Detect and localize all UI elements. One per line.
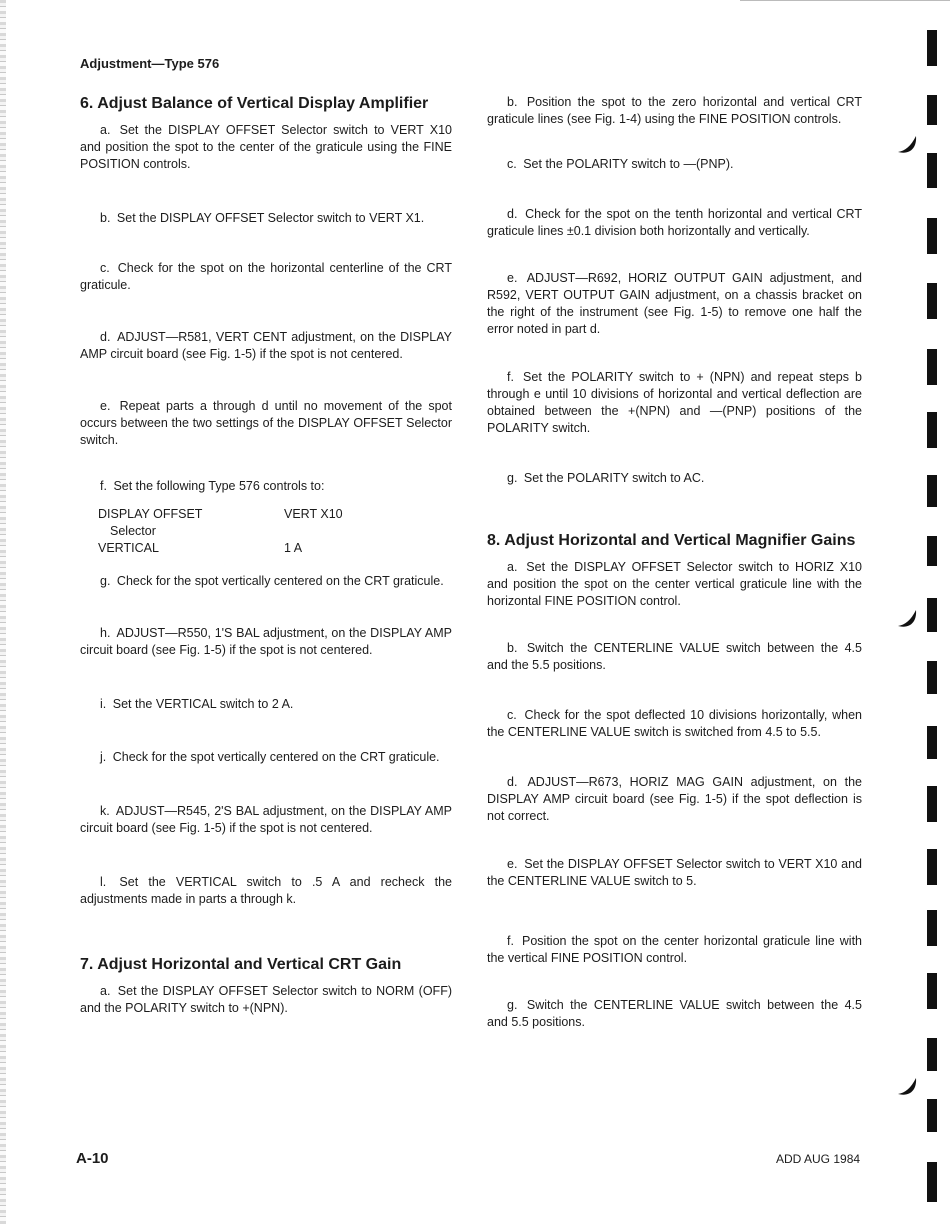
step-8c — [487, 707, 862, 741]
step-8d — [487, 774, 862, 825]
step-text: Check for the spot vertically centered on the CRT graticule. — [116, 574, 444, 588]
step-label: d. — [507, 207, 518, 221]
step-label: d. — [100, 330, 111, 344]
step-6g — [80, 573, 452, 590]
step-7e — [487, 270, 862, 338]
step-8b — [487, 640, 862, 674]
step-8g — [487, 997, 862, 1031]
step-text: Position the spot on the center horizontal graticule line with the vertical FINE POSITION control. — [487, 934, 862, 965]
step-text: ADJUST—R673, HORIZ MAG GAIN adjustment, on the DISPLAY AMP circuit board (see Fig. 1-5) if the spot deflection is not correct. — [487, 775, 862, 823]
step-text: Set the DISPLAY OFFSET Selector switch to NORM (OFF) and the POLARITY switch to +(NPN). — [80, 984, 452, 1015]
change-bar — [927, 1038, 937, 1071]
step-6i — [80, 696, 452, 713]
step-label: b. — [100, 211, 111, 225]
settings-value: VERT X10 — [284, 507, 343, 521]
running-head: Adjustment—Type 576 — [80, 56, 220, 71]
step-label: c. — [507, 708, 517, 722]
change-bar — [927, 412, 937, 448]
left-column — [80, 94, 452, 1017]
step-label: l. — [100, 875, 107, 889]
step-text: Check for the spot vertically centered on the CRT graticule. — [112, 750, 440, 764]
step-text: Set the VERTICAL switch to 2 A. — [112, 697, 294, 711]
step-label: e. — [100, 399, 111, 413]
change-bar — [927, 536, 937, 566]
step-text: Set the DISPLAY OFFSET Selector switch to HORIZ X10 and position the spot on the center vertical graticule line with the horizontal FINE POSITION control. — [487, 560, 862, 608]
step-label: f. — [507, 370, 514, 384]
step-text: Set the following Type 576 controls to: — [113, 479, 325, 493]
step-label: g. — [507, 471, 518, 485]
change-bar — [927, 95, 937, 125]
step-6j — [80, 749, 452, 766]
change-bar — [927, 1099, 937, 1132]
step-label: b. — [507, 95, 518, 109]
change-bar — [927, 661, 937, 694]
change-bar — [927, 849, 937, 885]
step-8e — [487, 856, 862, 890]
section-8-title: 8. Adjust Horizontal and Vertical Magnifier Gains — [487, 532, 856, 549]
step-label: c. — [507, 157, 517, 171]
step-6k — [80, 803, 452, 837]
step-text: Check for the spot deflected 10 divisions horizontally, when the CENTERLINE VALUE switch is switched from 4.5 to 5.5. — [487, 708, 862, 739]
step-7b — [487, 94, 862, 128]
step-text: Check for the spot on the tenth horizontal and vertical CRT graticule lines ±0.1 division both horizontally and vertically. — [487, 207, 862, 238]
step-7f — [487, 369, 862, 437]
step-label: c. — [100, 261, 110, 275]
change-bar — [927, 786, 937, 822]
step-text: Switch the CENTERLINE VALUE switch between the 4.5 and the 5.5 positions. — [487, 641, 862, 672]
change-bar — [927, 218, 937, 254]
step-8f — [487, 933, 862, 967]
step-label: e. — [507, 857, 518, 871]
step-label: d. — [507, 775, 518, 789]
step-label: j. — [100, 750, 107, 764]
step-7d — [487, 206, 862, 240]
step-label: a. — [100, 984, 111, 998]
step-6a — [80, 122, 452, 173]
settings-row — [98, 506, 343, 540]
step-6e — [80, 398, 452, 449]
settings-row — [98, 540, 343, 557]
step-8a — [487, 559, 862, 610]
change-bar — [927, 283, 937, 319]
punch-hole-icon — [896, 608, 918, 630]
step-text: Set the POLARITY switch to + (NPN) and repeat steps b through e until 10 divisions of horizontal and vertical deflection are obtained between the +(NPN) and —(PNP) positions of the POLARITY switch. — [487, 370, 862, 435]
step-text: Check for the spot on the horizontal centerline of the CRT graticule. — [80, 261, 452, 292]
step-label: b. — [507, 641, 518, 655]
step-6l — [80, 874, 452, 908]
step-text: Set the POLARITY switch to AC. — [523, 471, 705, 485]
change-bar — [927, 349, 937, 385]
step-label: i. — [100, 697, 107, 711]
scan-edge — [0, 0, 6, 1224]
change-bar — [927, 475, 937, 507]
step-6b — [80, 210, 452, 227]
revision-date: ADD AUG 1984 — [776, 1152, 861, 1166]
step-6d — [80, 329, 452, 363]
settings-control-sub: Selector — [110, 524, 156, 538]
change-bar — [927, 598, 937, 632]
step-text: ADJUST—R581, VERT CENT adjustment, on the DISPLAY AMP circuit board (see Fig. 1-5) if the spot is not centered. — [80, 330, 452, 361]
settings-control-name: DISPLAY OFFSET — [98, 507, 203, 521]
step-label: a. — [507, 560, 518, 574]
step-7a — [80, 983, 452, 1017]
step-text: ADJUST—R550, 1'S BAL adjustment, on the DISPLAY AMP circuit board (see Fig. 1-5) if the spot is not centered. — [80, 626, 452, 657]
punch-hole-icon — [896, 134, 918, 156]
settings-control: VERTICAL — [98, 541, 159, 555]
step-6h — [80, 625, 452, 659]
control-settings-table — [98, 506, 343, 557]
change-bar — [927, 973, 937, 1009]
settings-control — [98, 506, 284, 540]
step-text: ADJUST—R545, 2'S BAL adjustment, on the DISPLAY AMP circuit board (see Fig. 1-5) if the spot is not centered. — [80, 804, 452, 835]
step-text: Set the DISPLAY OFFSET Selector switch to VERT X10 and position the spot to the center of the graticule using the FINE POSITION controls. — [80, 123, 452, 171]
right-column — [487, 94, 862, 1031]
section-7-title: 7. Adjust Horizontal and Vertical CRT Gain — [80, 956, 402, 973]
step-label: k. — [100, 804, 110, 818]
top-rule — [740, 0, 950, 1]
step-text: Set the POLARITY switch to —(PNP). — [523, 157, 734, 171]
change-bar — [927, 910, 937, 946]
step-text: Repeat parts a through d until no movement of the spot occurs between the two settings of the DISPLAY OFFSET Selector switch. — [80, 399, 452, 447]
punch-hole-icon — [896, 1076, 918, 1098]
step-text: Set the DISPLAY OFFSET Selector switch to VERT X1. — [116, 211, 425, 225]
step-text: Set the DISPLAY OFFSET Selector switch to VERT X10 and the CENTERLINE VALUE switch to 5. — [487, 857, 862, 888]
step-label: g. — [507, 998, 518, 1012]
page-number: A-10 — [76, 1150, 109, 1167]
step-6c — [80, 260, 452, 294]
step-label: f. — [100, 479, 107, 493]
step-label: g. — [100, 574, 111, 588]
change-bar — [927, 30, 937, 66]
step-text: ADJUST—R692, HORIZ OUTPUT GAIN adjustment, and R592, VERT OUTPUT GAIN adjustment, on a chassis bracket on the right of the instrument (see Fig. 1-5) to remove one half the error noted in part d. — [487, 271, 862, 336]
step-7c — [487, 156, 862, 173]
section-6-title: 6. Adjust Balance of Vertical Display Amplifier — [80, 95, 429, 112]
step-text: Position the spot to the zero horizontal and vertical CRT graticule lines (see Fig. 1-4) using the FINE POSITION controls. — [487, 95, 862, 126]
step-text: Switch the CENTERLINE VALUE switch between the 4.5 and 5.5 positions. — [487, 998, 862, 1029]
change-bar — [927, 1162, 937, 1202]
step-text: Set the VERTICAL switch to .5 A and recheck the adjustments made in parts a through k. — [80, 875, 452, 906]
step-label: a. — [100, 123, 111, 137]
step-6f — [80, 478, 452, 495]
step-label: e. — [507, 271, 518, 285]
settings-value: 1 A — [284, 541, 303, 555]
change-bar — [927, 726, 937, 759]
step-label: f. — [507, 934, 514, 948]
change-bar — [927, 153, 937, 188]
step-7g — [487, 470, 862, 487]
step-label: h. — [100, 626, 111, 640]
